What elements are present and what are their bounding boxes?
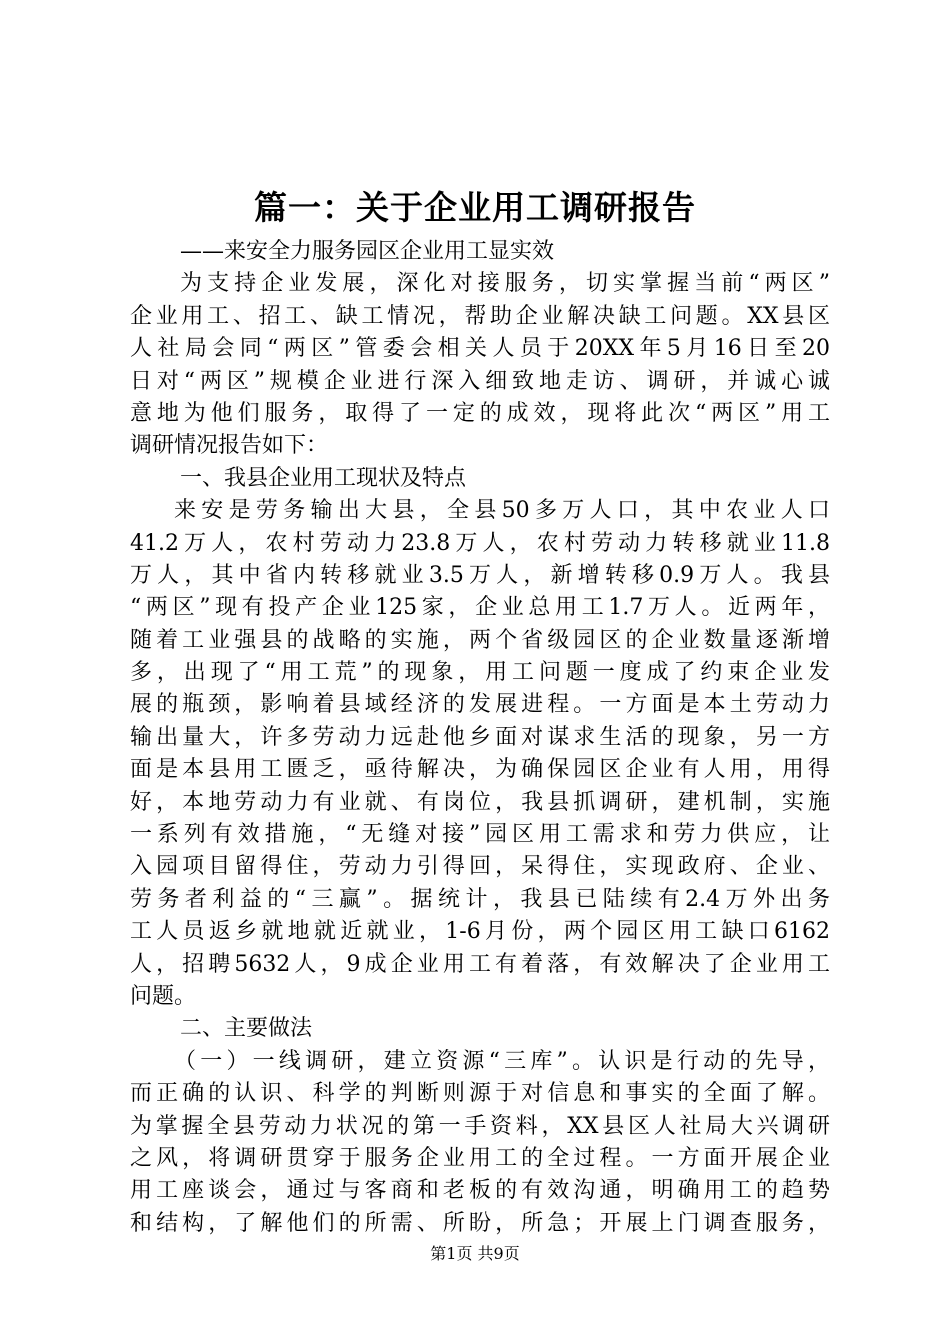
paragraph-line: 多，出现了“用工荒”的现象，用工问题一度成了约束企业发 (130, 660, 830, 686)
paragraph-line: （一）一线调研，建立资源“三库”。认识是行动的先导， (174, 1048, 830, 1074)
page-number-footer: 第1页 共9页 (430, 1244, 520, 1263)
paragraph-line: 人，招聘5632人，9成企业用工有着落，有效解决了企业用工 (130, 951, 830, 977)
paragraph-line: 意地为他们服务，取得了一定的成效，现将此次“两区”用工 (130, 400, 830, 426)
paragraph-line: 入园项目留得住，劳动力引得回，呆得住，实现政府、企业、 (130, 854, 830, 880)
paragraph-line: 41.2万人，农村劳动力23.8万人，农村劳动力转移就业11.8 (130, 530, 830, 556)
section-heading: 二、主要做法 (180, 1016, 313, 1042)
paragraph-line: 来安是劳务输出大县，全县50多万人口，其中农业人口 (174, 498, 830, 524)
paragraph-line: “两区”现有投产企业125家，企业总用工1.7万人。近两年， (130, 595, 830, 621)
section-heading: 一、我县企业用工现状及特点 (180, 465, 467, 491)
paragraph-line: 随着工业强县的战略的实施，两个省级园区的企业数量逐渐增 (130, 627, 830, 653)
paragraph-line: 问题。 (130, 983, 197, 1009)
paragraph-line: 为支持企业发展，深化对接服务，切实掌握当前“两区” (180, 271, 830, 297)
paragraph-line: 而正确的认识、科学的判断则源于对信息和事实的全面了解。 (130, 1081, 830, 1107)
page-title: 篇一：关于企业用工调研报告 (254, 188, 696, 227)
paragraph-line: 用工座谈会，通过与客商和老板的有效沟通，明确用工的趋势 (130, 1178, 830, 1204)
paragraph-line: 万人，其中省内转移就业3.5万人，新增转移0.9万人。我县 (130, 562, 830, 588)
paragraph-line: 为掌握全县劳动力状况的第一手资料，XX县区人社局大兴调研 (130, 1113, 830, 1139)
paragraph-line: 劳务者利益的“三赢”。据统计，我县已陆续有2.4万外出务 (130, 886, 830, 912)
paragraph-line: 企业用工、招工、缺工情况，帮助企业解决缺工问题。XX县区 (130, 303, 830, 329)
paragraph-line: 和结构，了解他们的所需、所盼，所急；开展上门调查服务， (130, 1210, 830, 1236)
paragraph-line: 一系列有效措施，“无缝对接”园区用工需求和劳力供应，让 (130, 822, 830, 848)
paragraph-line: 之风，将调研贯穿于服务企业用工的全过程。一方面开展企业 (130, 1145, 830, 1171)
paragraph-line: 日对“两区”规模企业进行深入细致地走访、调研，并诚心诚 (130, 368, 830, 394)
paragraph-line: 好，本地劳动力有业就、有岗位，我县抓调研，建机制，实施 (130, 789, 830, 815)
paragraph-line: 调研情况报告如下： (130, 433, 329, 459)
paragraph-line: 工人员返乡就地就近就业，1-6月份，两个园区用工缺口6162 (130, 919, 830, 945)
paragraph-line: 人社局会同“两区”管委会相关人员于20XX年5月16日至20 (130, 336, 830, 362)
paragraph-line: 面是本县用工匮乏，亟待解决，为确保园区企业有人用，用得 (130, 757, 830, 783)
document-body (130, 236, 830, 1240)
paragraph-line: 输出量大，许多劳动力远赴他乡面对谋求生活的现象，另一方 (130, 724, 830, 750)
paragraph-line: 展的瓶颈，影响着县域经济的发展进程。一方面是本土劳动力 (130, 692, 830, 718)
subtitle-line: ——来安全力服务园区企业用工显实效 (180, 239, 555, 264)
